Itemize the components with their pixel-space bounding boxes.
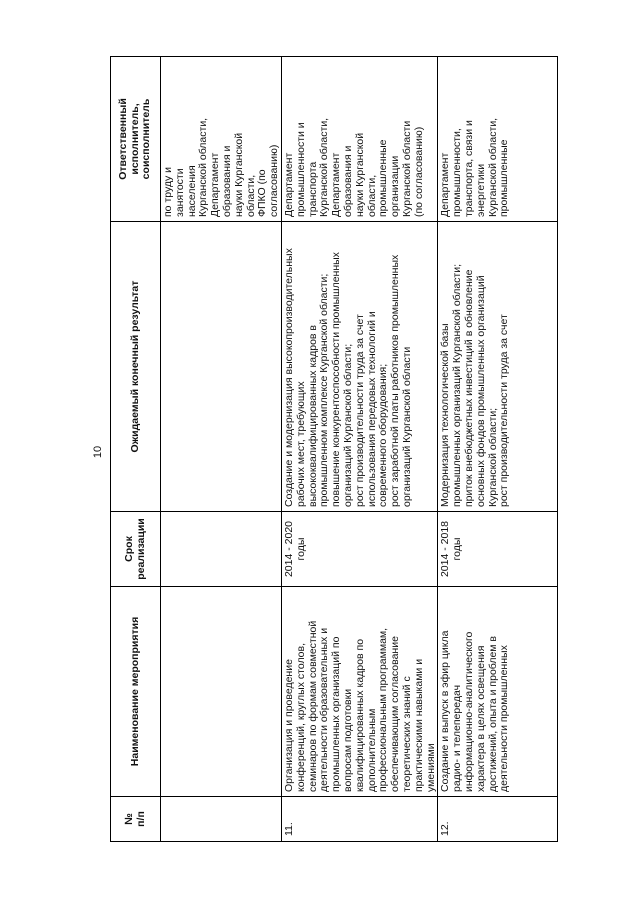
header-name: Наименование мероприятия (111, 587, 161, 797)
page-number: 10 (92, 445, 104, 459)
cell-result: Создание и модернизация высокопроизводительных рабочих мест, требующих высококвалифицированных кадров в промышленном комплексе Курганской области; повышение конкурентоспособности промышленных организаций Курганской области; рост производительности труда за счет использования передовых технологий и современного оборудования; рост заработной платы работников промышленных организаций Курганской области (281, 222, 437, 512)
cell-term: 2014 - 2018 годы (438, 512, 558, 587)
rotated-page-content (110, 57, 540, 842)
header-result: Ожидаемый конечный результат (111, 222, 161, 512)
cell-term (161, 512, 282, 587)
table-row (161, 57, 282, 842)
table-row (438, 57, 558, 842)
cell-num: 12. (438, 797, 558, 842)
activities-table (110, 56, 558, 842)
header-row (111, 57, 161, 842)
cell-num (161, 797, 282, 842)
table-row (281, 57, 437, 842)
cell-result: Модернизация технологической базы промышленных организаций Курганской области; приток внебюджетных инвестиций в обновление основных фондов промышленных организаций Курганской области; рост производительности труда за счет (438, 222, 558, 512)
cell-name: Организация и проведение конференций, круглых столов, семинаров по формам совместной деятельности образовательных и промышленных организаций по вопросам подготовки квалифицированных кадров по дополнительным профессиональным программам, обеспечивающим согласование теоретических знаний с практическими навыками и умениями (281, 587, 437, 797)
header-num: № п/п (111, 797, 161, 842)
cell-responsible: Департамент промышленности и транспорта Курганской области, Департамент образования и науки Курганской области, промышленные организации Курганской области (по согласованию) (281, 57, 437, 222)
header-term: Срок реализации (111, 512, 161, 587)
cell-name: Создание и выпуск в эфир цикла радио- и телепередач информационно-аналитического характера в целях освещения достижений, опыта и проблем в деятельности промышленных (438, 587, 558, 797)
cell-num: 11. (281, 797, 437, 842)
cell-responsible: по труду и занятости населения Курганской области, Департамент образования и науки Курганской области, ФПКО (по согласованию) (161, 57, 282, 222)
header-responsible: Ответственный исполнитель, соисполнитель (111, 57, 161, 222)
cell-responsible: Департамент промышленности, транспорта, связи и энергетики Курганской области, промышленные (438, 57, 558, 222)
cell-term: 2014 - 2020 годы (281, 512, 437, 587)
cell-name (161, 587, 282, 797)
cell-result (161, 222, 282, 512)
